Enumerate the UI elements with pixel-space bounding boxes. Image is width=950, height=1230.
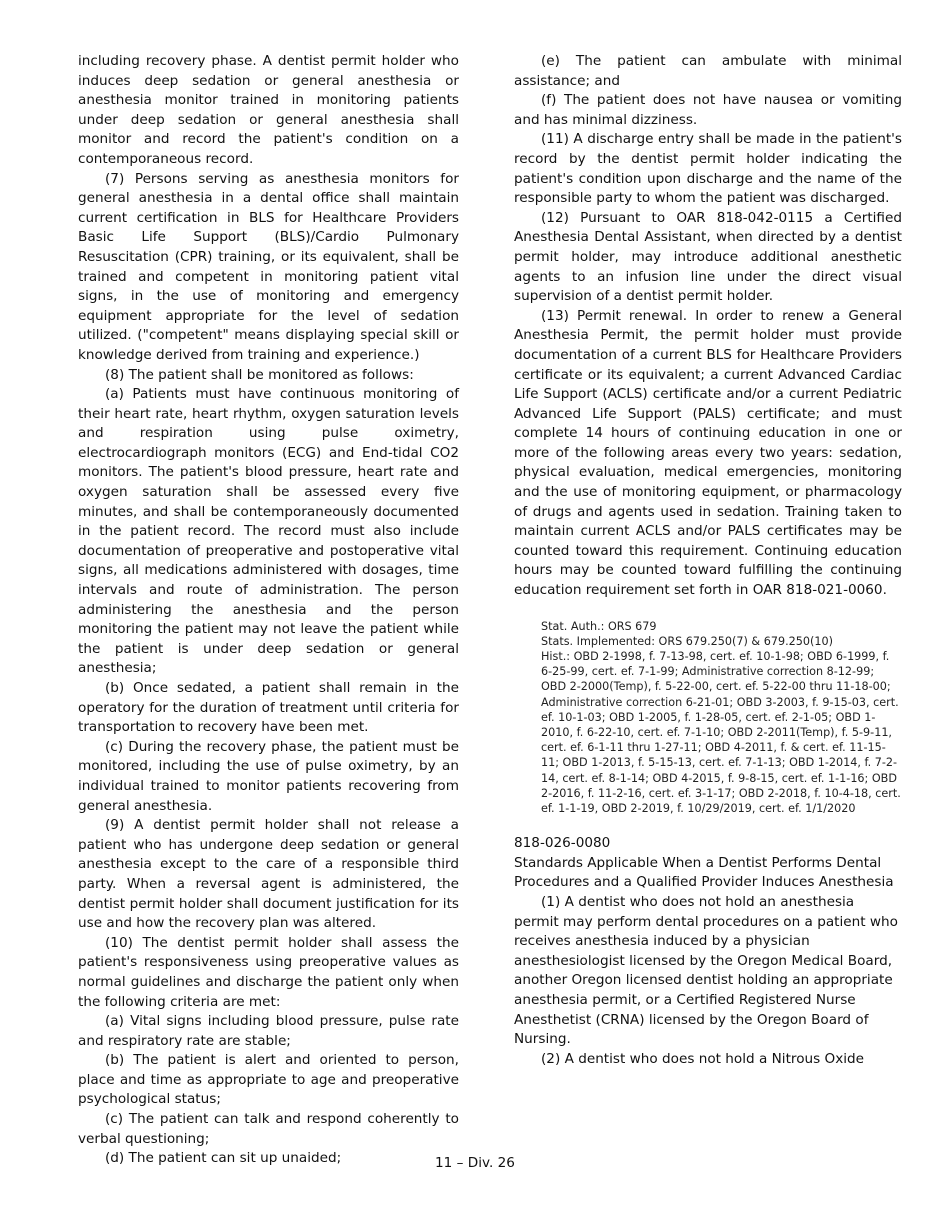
rule-number: 818-026-0080: [514, 835, 611, 852]
paragraph: (9) A dentist permit holder shall not release a patient who has undergone deep sedation or general anesthesia except to the care of a responsible third party. When a reversal agent is administered, the dentist permit holder shall document justification for its use and how the recovery plan was altered.: [78, 817, 459, 932]
paragraph: (11) A discharge entry shall be made in the patient's record by the dentist permit holder indicating the patient's condition upon discharge and the name of the responsible party to whom the patient was discharged.: [514, 131, 902, 207]
paragraph: (d) The patient can sit up unaided;: [105, 1150, 342, 1167]
paragraph: (7) Persons serving as anesthesia monitors for general anesthesia in a dental office shall maintain current certification in BLS for Healthcare Providers Basic Life Support (BLS)/Cardio Pulmonary Resuscitation (CPR) training, or its equivalent, shall be trained and competent in monitoring patient vital signs, in the use of monitoring and emergency equipment appropriate for the level of sedation utilized. ("competent" means displaying special skill or knowledge derived from training and experience.): [78, 170, 459, 363]
paragraph: (a) Vital signs including blood pressure, pulse rate and respiratory rate are stable;: [78, 1013, 459, 1049]
paragraph: (8) The patient shall be monitored as follows:: [105, 366, 414, 383]
paragraph: (1) A dentist who does not hold an anesthesia permit may perform dental procedures on a patient who receives anesthesia induced by a physician anesthesiologist licensed by the Oregon Medical Board, another Oregon licensed dentist holding an appropriate anesthesia permit, or a Certified Registered Nurse Anesthetist (CRNA) licensed by the Oregon Board of Nursing.: [514, 894, 898, 1048]
stat-implemented: Stats. Implemented: ORS 679.250(7) & 679.250(10): [541, 634, 833, 648]
paragraph: (f) The patient does not have nausea or vomiting and has minimal dizziness.: [514, 92, 902, 128]
paragraph: (13) Permit renewal. In order to renew a General Anesthesia Permit, the permit holder must provide documentation of a current BLS for Healthcare Providers certificate or its equivalent; a current Advanced Cardiac Life Support (ACLS) certificate and/or a current Pediatric Advanced Life Support (PALS) certificate; and must complete 14 hours of continuing education in one or more of the following areas every two years: sedation, physical evaluation, medical emergencies, monitoring and the use of monitoring equipment, or pharmacology of drugs and agents used in sedation. Training taken to maintain current ACLS and/or PALS certificates may be counted toward this requirement. Continuing education hours may be counted toward fulfilling the continuing education requirement set forth in OAR 818-021-0060.: [514, 307, 902, 599]
paragraph: (e) The patient can ambulate with minimal assistance; and: [514, 53, 902, 89]
paragraph: (b) Once sedated, a patient shall remain in the operatory for the duration of treatment until criteria for transportation to recovery have been met.: [78, 680, 459, 736]
paragraph: (2) A dentist who does not hold a Nitrous Oxide: [541, 1050, 865, 1067]
paragraph: including recovery phase. A dentist permit holder who induces deep sedation or general anesthesia or anesthesia monitor trained in monitoring patients under deep sedation or general anesthesia shall monitor and record the patient's condition on a contemporaneous record.: [78, 53, 459, 167]
paragraph: (10) The dentist permit holder shall assess the patient's responsiveness using preoperative values as normal guidelines and discharge the patient only when the following criteria are met:: [78, 934, 459, 1010]
stat-auth: Stat. Auth.: ORS 679: [541, 619, 657, 633]
rule-title: Standards Applicable When a Dentist Performs Dental Procedures and a Qualified Provider Induces Anesthesia: [514, 854, 894, 891]
paragraph: (c) The patient can talk and respond coherently to verbal questioning;: [78, 1111, 459, 1147]
page-footer: 11 – Div. 26: [435, 1155, 515, 1171]
paragraph: (a) Patients must have continuous monitoring of their heart rate, heart rhythm, oxygen saturation levels and respiration using pulse oximetry, electrocardiograph monitors (ECG) and End-tidal CO2 monitors. The patient's blood pressure, heart rate and oxygen saturation shall be assessed every five minutes, and shall be contemporaneously documented in the patient record. The record must also include documentation of preoperative and postoperative vital signs, all medications administered with dosages, time intervals and route of administration. The person administering the anesthesia and the person monitoring the patient may not leave the patient while the patient is under deep sedation or general anesthesia;: [78, 386, 459, 677]
paragraph: (c) During the recovery phase, the patient must be monitored, including the use of pulse oximetry, by an individual trained to monitor patients recovering from general anesthesia.: [78, 738, 459, 814]
paragraph: (12) Pursuant to OAR 818-042-0115 a Certified Anesthesia Dental Assistant, when directed by a dentist permit holder, may introduce additional anesthetic agents to an infusion line under the direct visual supervision of a dentist permit holder.: [514, 209, 902, 305]
stat-history: Hist.: OBD 2-1998, f. 7-13-98, cert. ef. 10-1-98; OBD 6-1999, f. 6-25-99, cert. ef. 7-1-99; Administrative correction 8-12-99; OBD 2-2000(Temp), f. 5-22-00, cert. ef. 5-22-00 thru 11-18-00; Administrative correction 6-21-01; OBD 3-2003, f. 9-15-03, cert. ef. 10-1-03; OBD 1-2005, f. 1-28-05, cert. ef. 2-1-05; OBD 1-2010, f. 6-22-10, cert. ef. 7-1-10; OBD 2-2011(Temp), f. 5-9-11, cert. ef. 6-1-11 thru 1-27-11; OBD 4-2011, f. & cert. ef. 11-15-11; OBD 1-2013, f. 5-15-13, cert. ef. 7-1-13; OBD 1-2014, f. 7-2-14, cert. ef. 8-1-14; OBD 4-2015, f. 9-8-15, cert. ef. 1-1-16; OBD 2-2016, f. 11-2-16, cert. ef. 3-1-17; OBD 2-2018, f. 10-4-18, cert. ef. 1-1-19, OBD 2-2019, f. 10/29/2019, cert. ef. 1/1/2020: [541, 650, 901, 816]
paragraph: (b) The patient is alert and oriented to person, place and time as appropriate to age and preoperative psychological status;: [78, 1052, 459, 1108]
right-column: [514, 52, 902, 1069]
left-column: [78, 52, 459, 1169]
statutory-notes: [514, 619, 902, 817]
